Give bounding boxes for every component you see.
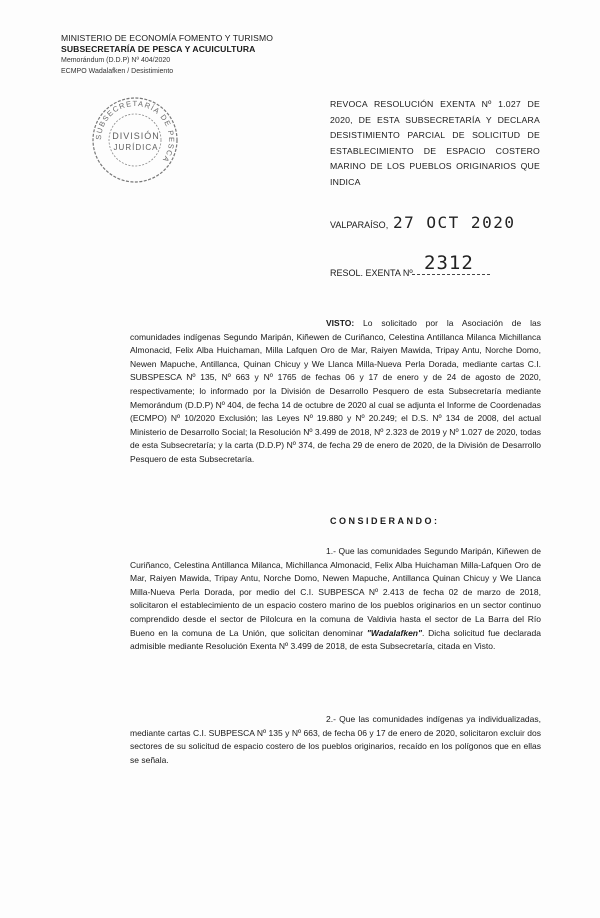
ministry-name: MINISTERIO DE ECONOMÍA FOMENTO Y TURISMO: [61, 33, 274, 43]
division-juridica-stamp: [90, 95, 180, 185]
subsecretaria-name: SUBSECRETARÍA DE PESCA Y ACUICULTURA: [61, 44, 256, 54]
considerando-2: [130, 713, 541, 767]
considerando-1-text-a: 1.- Que las comunidades Segundo Maripán, Kiñewen de Curiñanco, Celestina Antillanca Milanca, Michillanca Almonacid, Felix Alba Huichaman Milla-Lafquen Oro de Mar, Raiyen Mawida, Tripay Antu, Norche Domo, Newen Mapuche, Antillanca Quinan Chicuy y We Llanca Milla-Nueva Perla Dorada, por medio del C.I. SUBPESCA Nº 2.413 de fecha 02 de marzo de 2018, solicitaron el establecimiento de un espacio costero marino de los pueblos originarios en un sector continuo comprendido desde el sector de Pilolcura en la comuna de Valdivia hasta el sector de La Barra del Río Bueno en la comuna de La Unión, que solicitan denominar: [130, 546, 541, 638]
considerando-1-text-b: . Dicha solicitud fue declarada admisible mediante Resolución Exenta Nº 3.499 de 2018, de esta Subsecretaría, citada en Visto.: [130, 627, 541, 652]
resolution-number: 2312: [424, 252, 474, 274]
memo-reference: Memorándum (D.D.P) Nº 404/2020: [61, 57, 171, 64]
visto-label: VISTO:: [326, 318, 355, 328]
place-label: VALPARAÍSO,: [330, 220, 389, 230]
considerando-heading: CONSIDERANDO:: [330, 516, 440, 526]
document-header: [61, 33, 273, 77]
resolution-number-line: [412, 274, 490, 275]
visto-paragraph: [130, 317, 541, 467]
stamp-center-line1: DIVISIÓN: [112, 131, 160, 141]
ecmpo-name: "Wadalafken": [366, 627, 423, 638]
ecmpo-reference: ECMPO Wadalafken / Desistimiento: [61, 68, 174, 75]
resolution-title: REVOCA RESOLUCIÓN EXENTA Nº 1.027 DE 2020, DE ESTA SUBSECRETARÍA Y DECLARA DESISTIMIENTO PARCIAL DE SOLICITUD DE ESTABLECIMIENTO DE ESPACIO COSTERO MARINO DE LOS PUEBLOS ORIGINARIOS QUE INDICA: [330, 99, 540, 187]
stamp-ring-text: SUBSECRETARÍA DE PESCA: [93, 98, 177, 165]
stamp-center-line2: JURÍDICA: [113, 143, 159, 152]
considerando-1: [130, 545, 541, 654]
date-stamp: 27 OCT 2020: [393, 213, 516, 232]
considerando-2-text: 2.- Que las comunidades indígenas ya individualizadas, mediante cartas C.I. SUBPESCA Nº 135 y Nº 663, de fecha 06 y 17 de enero de 2020, solicitaron excluir dos sectores de su solicitud de espacio costero de los pueblos originarios, recaído en los polígonos que en ellas se señala.: [130, 714, 541, 765]
resolution-label: RESOL. EXENTA Nº: [330, 268, 413, 278]
visto-text: Lo solicitado por la Asociación de las comunidades indígenas Segundo Maripán, Kiñewen de Curiñanco, Celestina Antillanca Milanca Michillanca Almonacid, Felix Alba Huichaman, Milla Lafquen Oro de Mar, Raiyen Mawida, Tripay Antu, Norche Domo, Newen Mapuche, Antillanca, Quinan Chicuy y We Llanca Milla-Nueva Perla Dorada, mediante cartas C.I. SUBSPESCA Nº 135, Nº 663 y Nº 1765 de fechas 06 y 17 de enero y de 24 de agosto de 2020, respectivamente; lo informado por la División de Desarrollo Pesquero de esta Subsecretaría mediante Memorándum (D.D.P) Nº 404, de fecha 14 de octubre de 2020 al cual se adjunta el Informe de Coordenadas (ECMPO) Nº 10/2020 Exclusión; las Leyes Nº 19.880 y Nº 20.249; el D.S. Nº 134 de 2008, del actual Ministerio de Desarrollo Social; la Resolución Nº 3.499 de 2018, Nº 2.323 de 2019 y Nº 1.027 de 2020, todas de esta Subsecretaría; y la carta (D.D.P) Nº 374, de fecha 29 de enero de 2020, de la División de Desarrollo Pesquero de esta Subsecretaría.: [130, 318, 541, 464]
